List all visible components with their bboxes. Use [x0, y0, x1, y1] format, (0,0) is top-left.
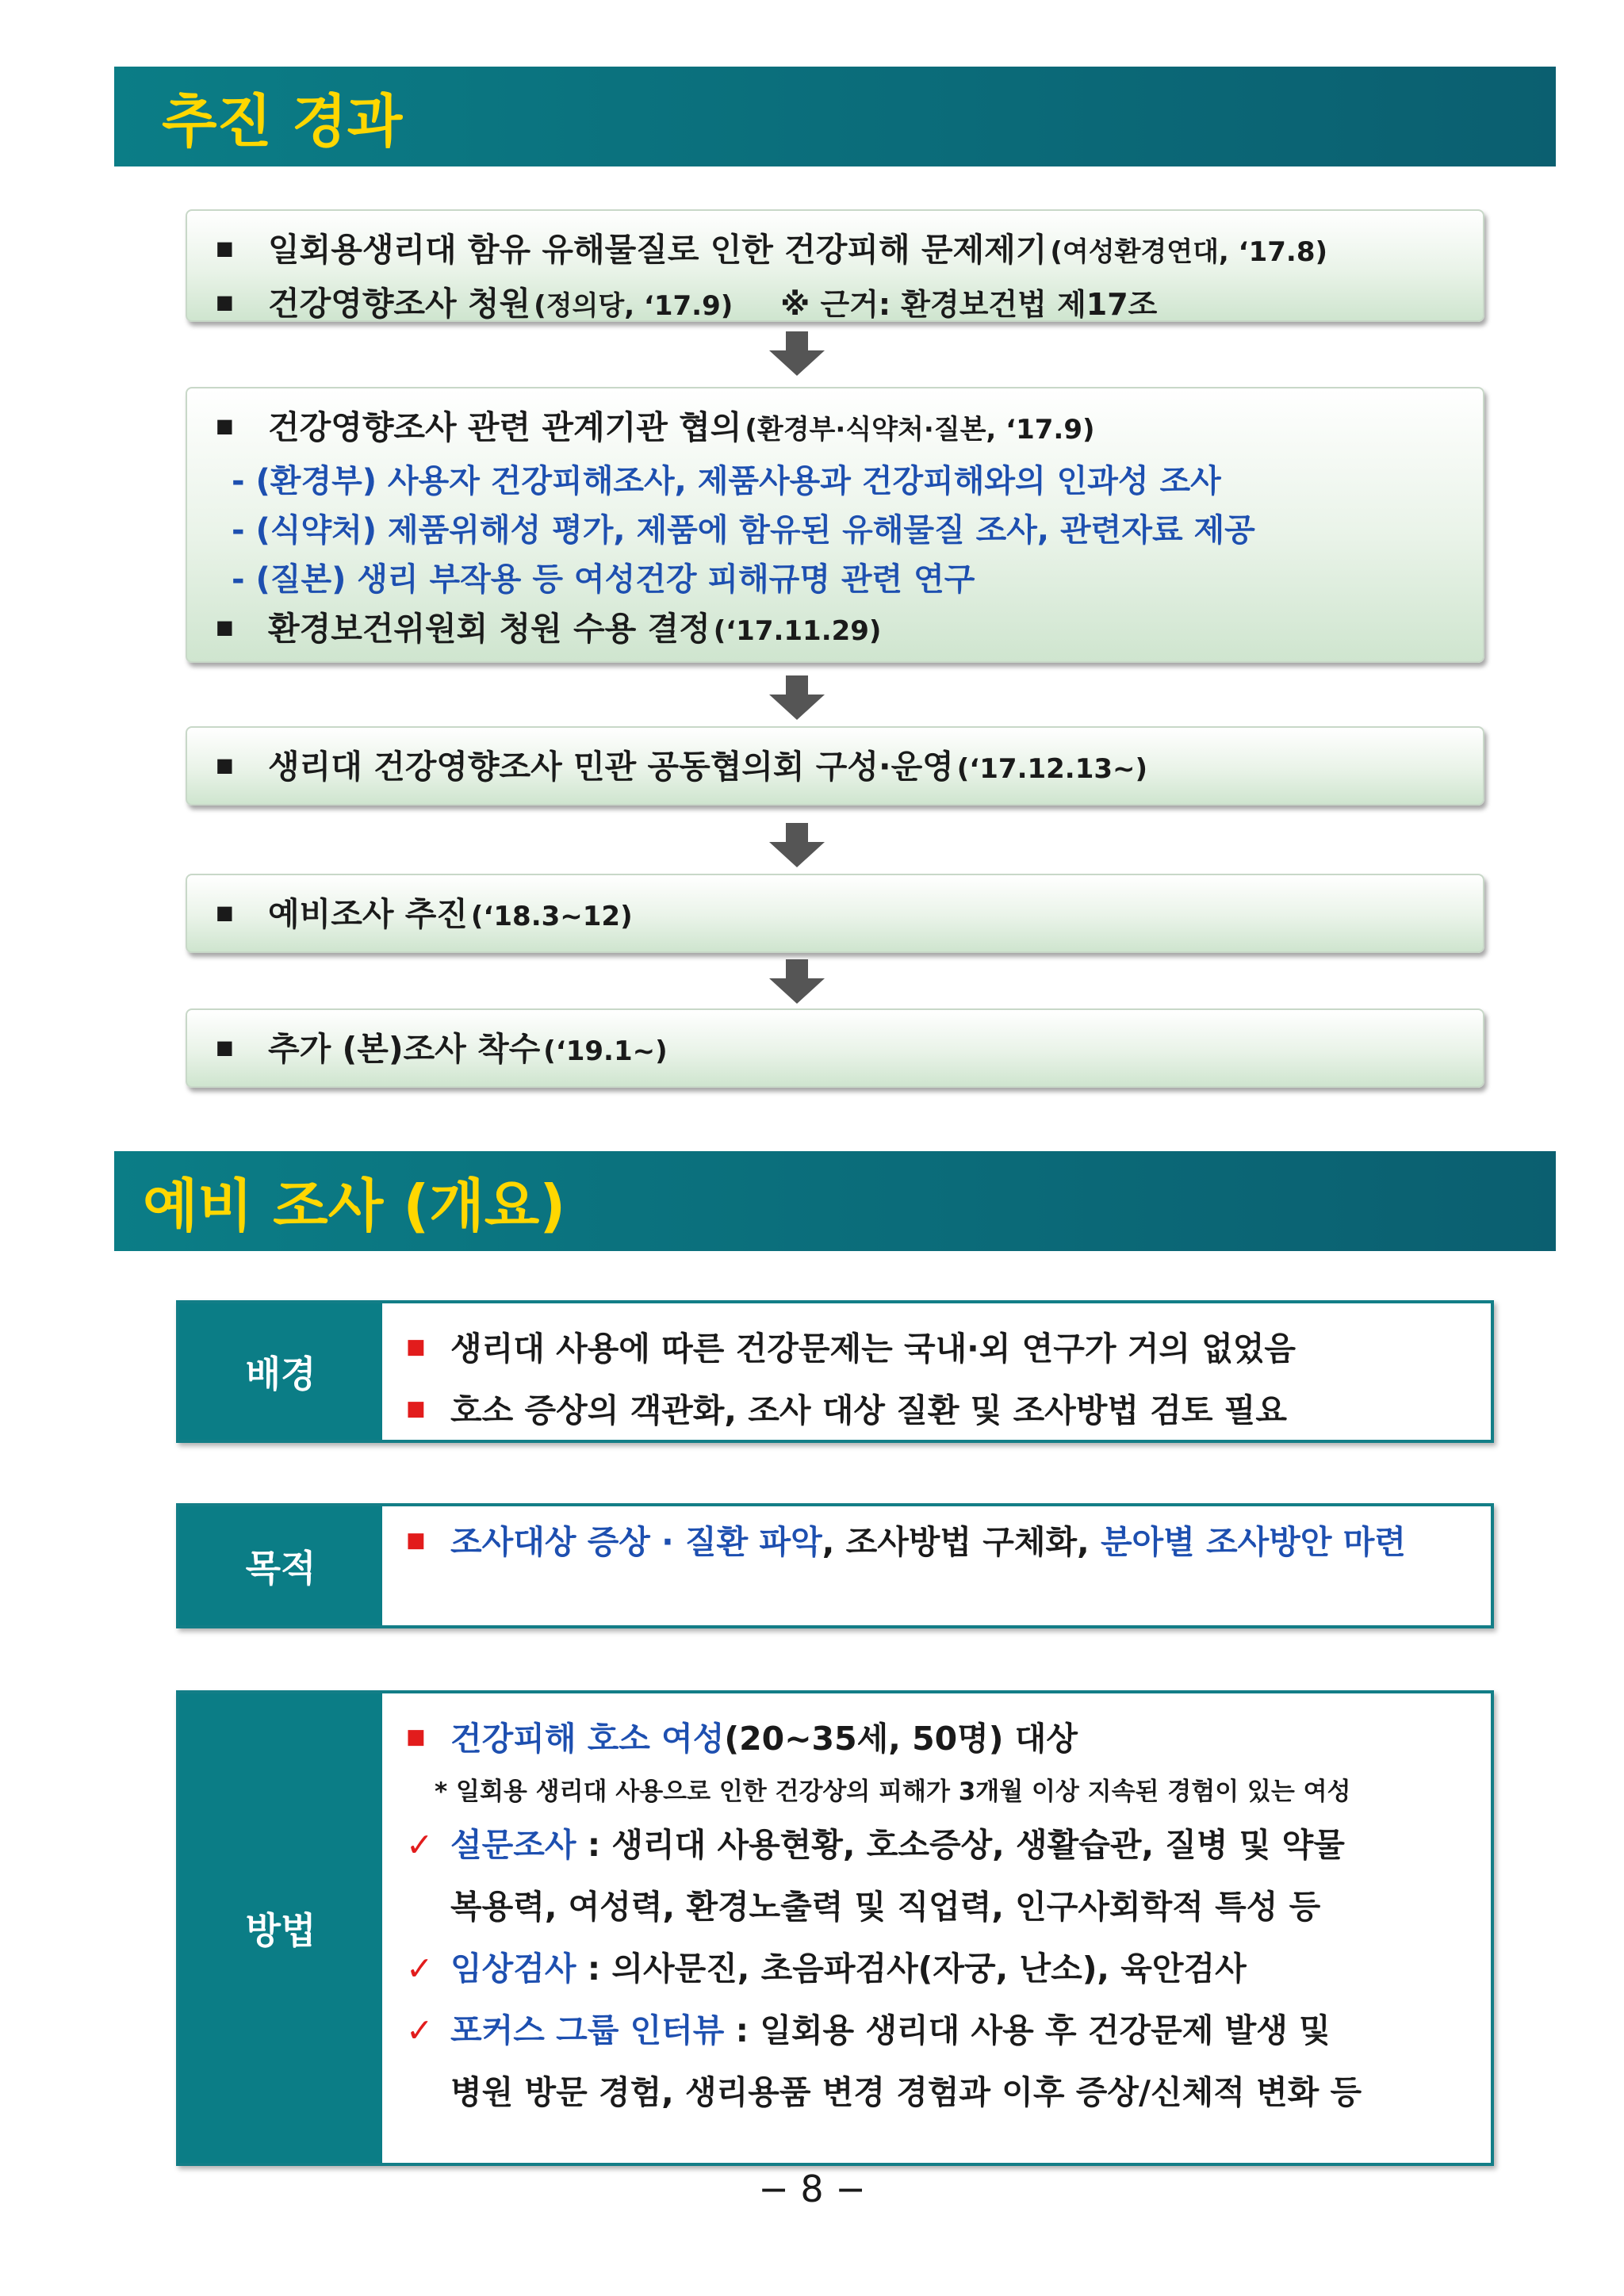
checkmark-icon: ✓: [406, 2011, 434, 2049]
method-label: 방법: [179, 1693, 382, 2163]
down-arrow-icon: [769, 823, 825, 867]
list-item-continuation: 병원 방문 경험, 생리용품 변경 경험과 이후 증상/신체적 변화 등: [450, 2073, 1362, 2111]
checkmark-icon: ✓: [406, 1826, 434, 1864]
background-label: 배경: [179, 1303, 382, 1440]
section-title-text: 추진 경과: [162, 88, 403, 155]
purpose-content: [382, 1506, 1491, 1625]
progress-box-1: [186, 209, 1484, 322]
down-arrow-icon: [769, 331, 825, 376]
list-item: ■ 일회용생리대 함유 유해물질로 인한 건강피해 문제제기 (여성환경연대, ‘17.8): [216, 225, 1459, 279]
dash-item: - (환경부) 사용자 건강피해조사, 제품사용과 건강피해와의 인과성 조사: [232, 463, 1221, 499]
list-item: ■ 추가 (본)조사 착수 (‘19.1~): [216, 1024, 1459, 1078]
dash-item: - (질본) 생리 부작용 등 여성건강 피해규명 관련 연구: [232, 561, 975, 598]
target-note: * 일회용 생리대 사용으로 인한 건강상의 피해가 3개월 이상 지속된 경험이 있는 여성: [435, 1777, 1351, 1806]
progress-box-4: [186, 874, 1484, 953]
list-item: ■ 건강영향조사 관련 관계기관 협의 (환경부·식약처·질본, ‘17.9): [216, 403, 1459, 457]
square-bullet-icon: ■: [406, 1335, 426, 1359]
section-title-preliminary-survey: [114, 1151, 1556, 1251]
square-bullet-icon: ■: [216, 415, 234, 437]
list-item: ✓ 포커스 그룹 인터뷰 : 일회용 생리대 사용 후 건강문제 발생 및: [406, 1999, 1472, 2061]
square-bullet-icon: ■: [406, 1725, 426, 1749]
progress-box-3: [186, 726, 1484, 806]
list-item: ■ 환경보건위원회 청원 수용 결정 (‘17.11.29): [216, 604, 1459, 658]
background-box: [176, 1300, 1494, 1443]
purpose-label: 목적: [179, 1506, 382, 1625]
method-content: [382, 1693, 1491, 2163]
list-item: ■ 생리대 건강영향조사 민관 공동협의회 구성·운영 (‘17.12.13~): [216, 742, 1459, 796]
list-item: ■ 건강피해 호소 여성(20~35세, 50명) 대상: [406, 1708, 1472, 1770]
list-item-continuation: 복용력, 여성력, 환경노출력 및 직업력, 인구사회학적 특성 등: [450, 1888, 1321, 1926]
checkmark-icon: ✓: [406, 1950, 434, 1988]
dash-item: - (식약처) 제품위해성 평가, 제품에 함유된 유해물질 조사, 관련자료 제공: [232, 512, 1255, 549]
section-title-text: 예비 조사 (개요): [143, 1173, 566, 1239]
list-item: ✓ 임상검사 : 의사문진, 초음파검사(자궁, 난소), 육안검사: [406, 1938, 1472, 1999]
list-item: ■ 호소 증상의 객관화, 조사 대상 질환 및 조사방법 검토 필요: [406, 1380, 1472, 1441]
progress-box-2: [186, 387, 1484, 663]
list-item: ■ 생리대 사용에 따른 건강문제는 국내·외 연구가 거의 없었음: [406, 1318, 1472, 1380]
method-box: [176, 1690, 1494, 2166]
list-item: ✓ 설문조사 : 생리대 사용현황, 호소증상, 생활습관, 질병 및 약물: [406, 1814, 1472, 1876]
square-bullet-icon: ■: [406, 1397, 426, 1421]
down-arrow-icon: [769, 675, 825, 720]
square-bullet-icon: ■: [216, 1036, 234, 1058]
list-item: ■ 조사대상 증상 · 질환 파악, 조사방법 구체화, 분아별 조사방안 마련: [406, 1522, 1472, 1562]
list-item: ■ 건강영향조사 청원 (정의당, ‘17.9) ※ 근거: 환경보건법 제17조: [216, 279, 1459, 333]
progress-box-5: [186, 1008, 1484, 1088]
down-arrow-icon: [769, 959, 825, 1004]
square-bullet-icon: ■: [216, 901, 234, 924]
square-bullet-icon: ■: [406, 1529, 426, 1552]
square-bullet-icon: ■: [216, 754, 234, 776]
square-bullet-icon: ■: [216, 616, 234, 638]
purpose-box: [176, 1503, 1494, 1628]
square-bullet-icon: ■: [216, 291, 234, 313]
list-item: ■ 예비조사 추진 (‘18.3~12): [216, 890, 1459, 943]
page-number: − 8 −: [758, 2168, 866, 2210]
background-content: [382, 1303, 1491, 1440]
section-title-progress: [114, 67, 1556, 166]
square-bullet-icon: ■: [216, 237, 234, 259]
